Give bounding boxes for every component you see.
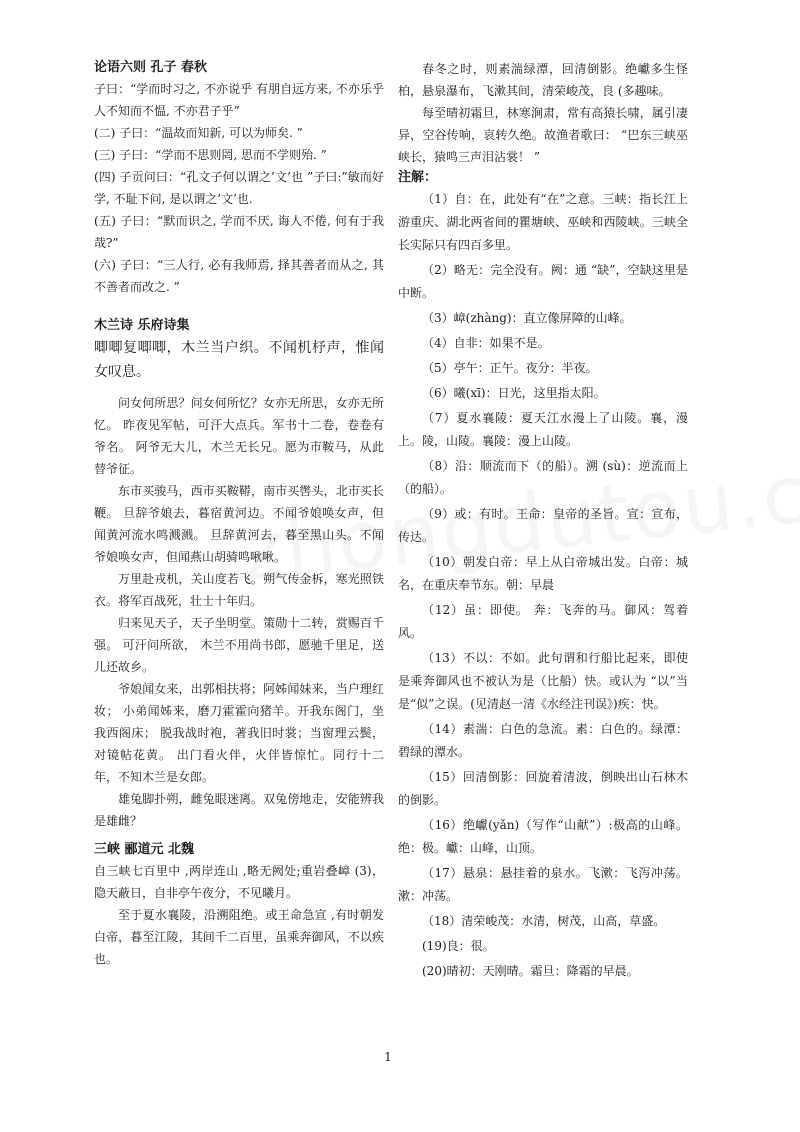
- note-item: （12）虽：即使。 奔：飞奔的马。御风：驾着风。: [398, 603, 688, 640]
- lunyu-line: (二) 子曰：“温故而知新, 可以为师矣. ”: [94, 126, 303, 140]
- note-item: （16）绝巘(yǎn)（写作“山献”）:极高的山峰。绝：极。巘：山峰，山顶。: [398, 818, 688, 855]
- sanxia-paragraph: 春冬之时，则素湍绿潭，回清倒影。绝巘多生怪柏，悬泉瀑布，飞漱其间，清荣峻茂，良 (多趣味。: [398, 62, 688, 98]
- lunyu-line: (三) 子曰：“学而不思则罔, 思而不学则殆. ”: [94, 148, 327, 162]
- notes-title: 注解：: [398, 170, 438, 185]
- page-number: 1: [384, 1050, 392, 1064]
- note-item: （17）悬泉：悬挂着的泉水。飞漱：飞泻冲荡。漱：冲荡。: [398, 866, 688, 903]
- note-item: （13）不以：不如。此句谓和行船比起来，即使是乘奔御风也不被认为是（比船）快。或认为 “以”当是“似”之误。(见清赵一清《水经注刊误》)疾：快。: [398, 651, 688, 711]
- note-item: （1）自：在，此处有“在”之意。三峡：指长江上游重庆、湖北两省间的瞿塘峡、巫峡和西陵峡。三峡全长实际只有四百多里。: [398, 192, 688, 252]
- sanxia-paragraph: 自三峡七百里中 ,两岸连山 ,略无阙处;重岩叠嶂 (3)，隐天蔽日，自非亭午夜分，不见曦月。: [94, 864, 384, 900]
- note-item: （3）嶂(zhàng)：直立像屏障的山峰。: [422, 311, 632, 325]
- note-item: (19)良：很。: [422, 939, 495, 953]
- mulan-title: 木兰诗 乐府诗集: [94, 318, 190, 333]
- lunyu-line: (五) 子曰：“默而识之, 学而不厌, 诲人不倦, 何有于我哉?”: [94, 214, 384, 250]
- note-item: （18）清荣峻茂：水清，树茂，山高，草盛。: [422, 914, 666, 928]
- note-item: （2）略无：完全没有。阙：通 “缺”，空缺这里是中断。: [398, 263, 688, 300]
- note-item: （15）回清倒影：回旋着清波，倒映出山石林木的倒影。: [398, 770, 688, 807]
- note-item: （7）夏水襄陵：夏天江水漫上了山陵。襄，漫上。陵，山陵。襄陵：漫上山陵。: [398, 411, 688, 448]
- note-item: （8）沿：顺流而下（的船）。溯 (sù)：逆流而上（的船）。: [398, 459, 688, 496]
- lunyu-line: (四) 子贡问曰：“孔文子何以谓之’文’也 ”子曰:”敏而好学, 不耻下问, 是以谓之’文’也.: [94, 170, 384, 206]
- note-item: （14）素湍：白色的急流。素：白色的。绿潭：碧绿的潭水。: [398, 722, 688, 759]
- note-item: （9）或：有时。王命：皇帝的圣旨。宣：宣布，传达。: [398, 507, 688, 544]
- mulan-opening: 唧唧复唧唧，木兰当户织。不闻机杼声，惟闻女叹息。: [94, 340, 384, 380]
- note-item: （10）朝发白帝：早上从白帝城出发。白帝：城名，在重庆奉节东。朝：早晨: [398, 555, 688, 592]
- sanxia-paragraph: 至于夏水襄陵，沿溯阻绝。或王命急宣 ,有时朝发白帝，暮至江陵，其间千二百里，虽乘奔御风，不以疾也。: [94, 908, 384, 966]
- sanxia-paragraph: 每至晴初霜旦，林寒涧肃，常有高猿长啸，属引凄异，空谷传响，哀转久绝。故渔者歌曰： “巴东三峡巫峡长，猿鸣三声泪沾裳！ ”: [398, 106, 688, 164]
- note-item: (20)晴初：天刚晴。霜旦：降霜的早晨。: [422, 964, 639, 978]
- mulan-paragraph: 雄兔脚扑朔，雌兔眼迷离。双兔傍地走，安能辨我是雄雌？: [94, 792, 384, 828]
- right-column: [398, 58, 688, 985]
- note-item: （6）曦(xī)：日光，这里指太阳。: [422, 386, 606, 400]
- lunyu-line: (六) 子曰：“三人行, 必有我师焉, 择其善者而从之, 其不善者而改之. ”: [94, 258, 384, 294]
- mulan-paragraph: 东市买骏马，西市买鞍鞯，南市买辔头，北市买长鞭。 旦辞爷娘去，暮宿黄河边。不闻爷娘唤女声，但闻黄河流水鸣溅溅。 旦辞黄河去，暮至黑山头。不闻爷娘唤女声，但闻燕山胡骑鸣啾啾。: [94, 484, 384, 564]
- note-item: （5）亭午：正午。夜分：半夜。: [422, 361, 598, 375]
- lunyu-line: 子曰：“学而时习之, 不亦说乎 有朋自远方来, 不亦乐乎 人不知而不愠, 不亦君子乎”: [94, 82, 384, 118]
- sanxia-title: 三峡 郦道元 北魏: [94, 842, 195, 857]
- left-column: [94, 58, 384, 970]
- mulan-paragraph: 万里赴戎机，关山度若飞。朔气传金柝，寒光照铁衣。将军百战死，壮士十年归。: [94, 572, 384, 608]
- lunyu-title: 论语六则 孔子 春秋: [94, 60, 208, 75]
- note-item: （4）自非：如果不是。: [422, 336, 550, 350]
- mulan-paragraph: 爷娘闻女来，出郭相扶将；阿姊闻妹来，当户理红妆； 小弟闻姊来，磨刀霍霍向猪羊。开我东阁门，坐我西阁床； 脱我战时袍，著我旧时裳；当窗理云鬓，对镜帖花黄。 出门看火伴，火伴皆惊忙。同行十二年，不知木兰是女郎。: [94, 682, 384, 784]
- mulan-paragraph: 归来见天子，天子坐明堂。策勋十二转，赏赐百千强。 可汗问所欲， 木兰不用尚书郎，愿驰千里足，送儿还故乡。: [94, 616, 384, 674]
- mulan-paragraph: 问女何所思？问女何所忆？女亦无所思，女亦无所忆。 昨夜见军帖，可汗大点兵。军书十二卷，卷卷有爷名。 阿爷无大儿，木兰无长兄。愿为市鞍马，从此替爷征。: [94, 396, 384, 476]
